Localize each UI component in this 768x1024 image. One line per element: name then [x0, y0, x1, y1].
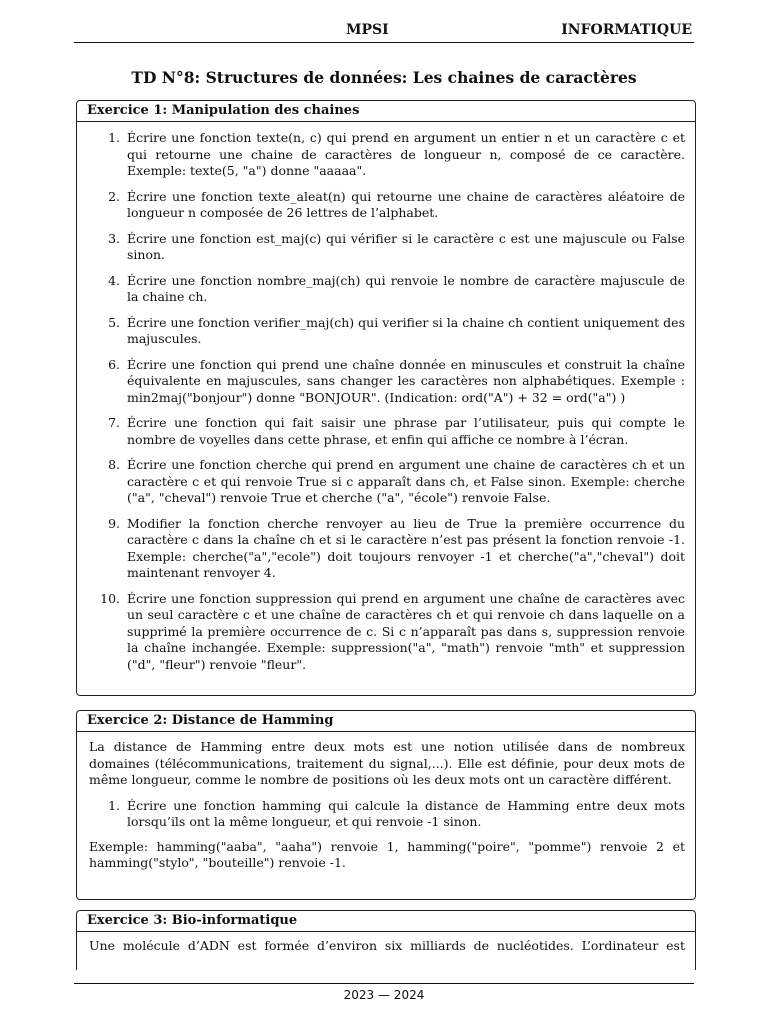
exercise-1-item-5: 5. Écrire une fonction verifier_maj(ch) qui verifier si la chaine ch contient uniquement des majuscules.	[124, 315, 685, 348]
exercise-2-body	[77, 732, 695, 887]
exercise-1-item-1: 1. Écrire une fonction texte(n, c) qui prend en argument un entier n et un caractère c et qui retourne une chaine de caractères de longueur n, composé de ce caractère. Exemple: texte(5, "a") donne "aaaaa".	[124, 130, 685, 180]
exercise-1-item-8: 8. Écrire une fonction cherche qui prend en argument une chaine de caractères ch et un caractère c et qui renvoie True si c apparaît dans ch, et False sinon. Exemple: cherche ("a", "cheval") renvoie True et cherche ("a", "école") renvoie False.	[124, 457, 685, 507]
exercise-1-item-2: 2. Écrire une fonction texte_aleat(n) qui retourne une chaine de caractères aléatoire de longueur n composée de 26 lettres de l’alphabet.	[124, 189, 685, 222]
footer-divider	[74, 983, 694, 984]
exercise-2-list	[89, 798, 685, 831]
exercise-1-item-4: 4. Écrire une fonction nombre_maj(ch) qui renvoie le nombre de caractère majuscule de la chaine ch.	[124, 273, 685, 306]
footer-year: 2023 — 2024	[343, 988, 425, 1002]
header-course: MPSI	[346, 22, 389, 38]
exercise-1-list	[89, 130, 685, 673]
exercise-1-title: Exercice 1: Manipulation des chaines	[77, 101, 695, 122]
exercise-1-box	[76, 100, 696, 696]
exercise-3-box	[76, 910, 696, 970]
exercise-1-body	[77, 122, 695, 681]
header-divider	[74, 42, 694, 43]
exercise-2-intro: La distance de Hamming entre deux mots est une notion utilisée dans de nombreux domaines (télécommunications, traitement du signal,...). Elle est définie, pour deux mots de même longueur, comme le nombre de positions où les deux mots ont un caractère différent.	[89, 739, 685, 787]
exercise-3-body	[77, 932, 695, 970]
exercise-2-box	[76, 710, 696, 900]
exercise-2-item-1: 1. Écrire une fonction hamming qui calcule la distance de Hamming entre deux mots lorsqu’ils ont la même longueur, et qui renvoie -1 sinon.	[124, 798, 685, 831]
exercise-1-item-10: 10. Écrire une fonction suppression qui prend en argument une chaîne de caractères avec un seul caractère c et une chaîne de caractères ch et qui renvoie ch dans laquelle on a supprimé la première occurrence de c. Si c n’apparaît pas dans s, suppression renvoie la chaîne inchangée. Exemple: suppression("a", "math") renvoie "mth" et suppression ("d", "fleur") renvoie "fleur".	[124, 591, 685, 674]
exercise-1-item-6: 6. Écrire une fonction qui prend une chaîne donnée en minuscules et construit la chaîne équivalente en majuscules, sans changer les caractères non alphabétiques. Exemple : min2maj("bonjour") donne "BONJOUR". (Indication: ord("A") + 32 = ord("a") )	[124, 357, 685, 407]
exercise-1-item-9: 9. Modifier la fonction cherche renvoyer au lieu de True la première occurrence du caractère c dans la chaîne ch et si le caractère n’est pas présent la fonction renvoie -1. Exemple: cherche("a","ecole") doit toujours renvoyer -1 et cherche("a","cheval") doit maintenant renvoyer 4.	[124, 516, 685, 582]
exercise-3-intro: Une molécule d’ADN est formée d’environ six milliards de nucléotides. L’ordinateur est	[89, 938, 685, 953]
exercise-1-item-3: 3. Écrire une fonction est_maj(c) qui vérifier si le caractère c est une majuscule ou False sinon.	[124, 231, 685, 264]
exercise-2-example: Exemple: hamming("aaba", "aaha") renvoie 1, hamming("poire", "pomme") renvoie 2 et hamming("stylo", "bouteille") renvoie -1.	[89, 838, 685, 870]
exercise-3-title: Exercice 3: Bio-informatique	[77, 911, 695, 932]
header-subject: INFORMATIQUE	[561, 22, 692, 38]
page-title: TD N°8: Structures de données: Les chaines de caractères	[131, 68, 637, 87]
exercise-1-item-7: 7. Écrire une fonction qui fait saisir une phrase par l’utilisateur, puis qui compte le nombre de voyelles dans cette phrase, et enfin qui affiche ce nombre à l’écran.	[124, 415, 685, 448]
exercise-2-title: Exercice 2: Distance de Hamming	[77, 711, 695, 732]
